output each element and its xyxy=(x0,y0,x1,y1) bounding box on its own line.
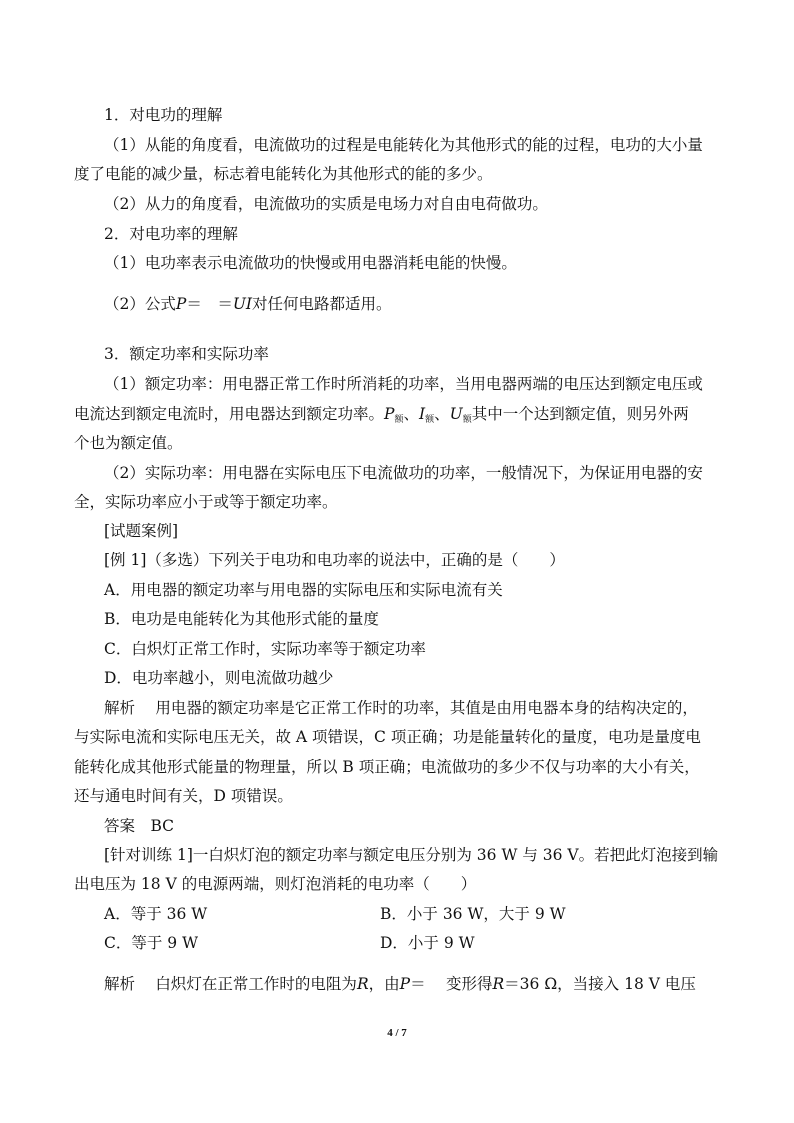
rated-power-text: 电流达到额定电流时，用电器达到额定功率。 xyxy=(74,405,385,423)
analysis-text: ，由 xyxy=(368,975,400,993)
section-3-para-2-line-1: （2）实际功率：用电器在实际电压下电流做功的功率，一般情况下，为保证用电器的安 xyxy=(104,464,703,482)
section-3-para-1-line-3: 个也为额定值。 xyxy=(74,434,183,452)
training-1-option-c: C．等于 9 W xyxy=(104,934,199,952)
section-3-title: 3．额定功率和实际功率 xyxy=(104,345,269,363)
training-1-options-row-2 xyxy=(104,933,724,953)
analysis-text: ＝ 变形得 xyxy=(410,975,493,993)
section-1-title: 1．对电功的理解 xyxy=(104,106,223,124)
formula-equals: ＝ ＝ xyxy=(186,295,233,313)
section-1-para-1-line-2: 度了电能的减少量，标志着电能转化为其他形式的能的多少。 xyxy=(74,165,493,183)
i-subscript: 额 xyxy=(425,415,435,425)
section-3-para-2-line-2: 全，实际功率应小于或等于额定功率。 xyxy=(74,493,338,511)
training-1-analysis xyxy=(104,974,724,994)
example-1-analysis-line-1: 解析 用电器的额定功率是它正常工作时的功率，其值是由用电器本身的结构决定的， xyxy=(104,699,698,717)
training-1-options-row-1 xyxy=(104,904,724,924)
cases-heading: [试题案例] xyxy=(104,522,179,540)
u-subscript: 额 xyxy=(462,415,472,425)
example-1-analysis-line-2: 与实际电流和实际电压无关，故 A 项错误，C 项正确；功是能量转化的量度，电功是量度电 xyxy=(74,728,701,746)
example-1-stem: [例 1]（多选）下列关于电功和电功率的说法中，正确的是（ ） xyxy=(104,551,565,569)
section-3-para-1-line-2 xyxy=(74,404,694,430)
section-1-para-2: （2）从力的角度看，电流做功的实质是电场力对自由电荷做功。 xyxy=(104,195,548,213)
ui-symbol: UI xyxy=(232,295,253,313)
example-1-option-c: C．白炽灯正常工作时，实际功率等于额定功率 xyxy=(104,640,426,658)
r-symbol: R xyxy=(492,975,505,993)
p-symbol: P xyxy=(399,975,411,993)
page-number: 4 / 7 xyxy=(387,1027,407,1039)
section-2-formula-line xyxy=(104,294,724,314)
analysis-text: ＝36 Ω，当接入 18 V 电压 xyxy=(504,975,696,993)
example-1-answer: 答案 BC xyxy=(104,817,175,835)
power-symbol: P xyxy=(175,295,187,313)
example-1-option-d: D．电功率越小，则电流做功越少 xyxy=(104,669,334,687)
i-symbol: I xyxy=(418,405,426,423)
example-1-option-b: B．电功是电能转化为其他形式能的量度 xyxy=(104,610,379,628)
example-1-analysis-line-4: 还与通电时间有关，D 项错误。 xyxy=(74,787,293,805)
p-subscript: 额 xyxy=(394,415,404,425)
section-3-para-1-line-1: （1）额定功率：用电器正常工作时所消耗的功率，当用电器两端的电压达到额定电压或 xyxy=(104,375,703,393)
formula-suffix: 对任何电路都适用。 xyxy=(252,295,392,313)
example-1-analysis-line-3: 能转化成其他形式能量的物理量，所以 B 项正确；电流做功的多少不仅与功率的大小有关， xyxy=(74,758,700,776)
u-symbol: U xyxy=(449,405,463,423)
p-symbol: P xyxy=(384,405,395,423)
rated-power-tail: 其中一个达到额定值，则另外两 xyxy=(471,405,689,423)
r-symbol: R xyxy=(356,975,369,993)
training-1-stem-line-2: 出电压为 18 V 的电源两端，则灯泡消耗的电功率（ ） xyxy=(74,875,477,893)
training-1-stem-line-1: [针对训练 1]一白炽灯泡的额定功率与额定电压分别为 36 W 与 36 V。若把此灯泡接到输 xyxy=(104,846,719,864)
analysis-text: 解析 白炽灯在正常工作时的电阻为 xyxy=(104,975,357,993)
section-2-title: 2．对电功率的理解 xyxy=(104,225,238,243)
training-1-option-a: A．等于 36 W xyxy=(104,905,208,923)
formula-prefix: （2）公式 xyxy=(104,295,176,313)
example-1-option-a: A．用电器的额定功率与用电器的实际电压和实际电流有关 xyxy=(104,581,503,599)
separator: 、 xyxy=(434,405,450,423)
section-1-para-1-line-1: （1）从能的角度看，电流做功的过程是电能转化为其他形式的能的过程，电功的大小量 xyxy=(104,136,703,154)
separator: 、 xyxy=(403,405,419,423)
training-1-option-d: D．小于 9 W xyxy=(380,934,475,952)
section-2-para-1: （1）电功率表示电流做功的快慢或用电器消耗电能的快慢。 xyxy=(104,254,517,272)
training-1-option-b: B．小于 36 W，大于 9 W xyxy=(380,905,566,923)
